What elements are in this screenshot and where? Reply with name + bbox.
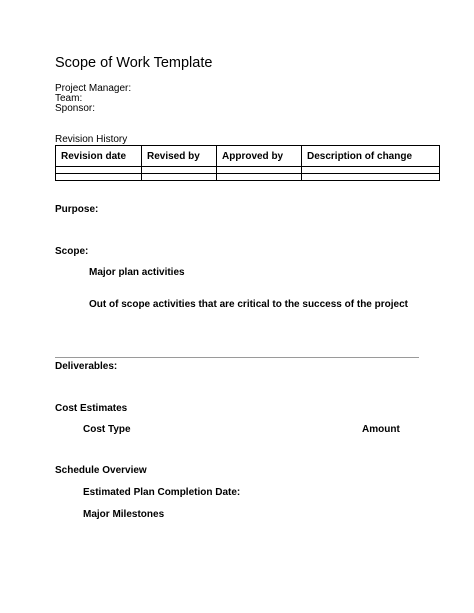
major-plan-activities-label: Major plan activities: [89, 267, 185, 278]
table-header-cell: Description of change: [302, 146, 440, 167]
major-milestones-label: Major Milestones: [83, 509, 165, 520]
cost-estimates-heading: Cost Estimates: [55, 403, 128, 414]
sponsor-label: Sponsor:: [55, 103, 96, 114]
table-cell[interactable]: [302, 167, 440, 174]
team-label: Team:: [55, 93, 83, 104]
table-cell[interactable]: [217, 167, 302, 174]
scope-label: Scope:: [55, 246, 89, 257]
purpose-label: Purpose:: [55, 204, 99, 215]
table-cell[interactable]: [56, 167, 142, 174]
section-divider: [55, 357, 419, 358]
cost-type-label: Cost Type: [83, 424, 131, 435]
completion-date-label: Estimated Plan Completion Date:: [83, 487, 241, 498]
table-header-cell: Approved by: [217, 146, 302, 167]
table-row: [56, 174, 440, 181]
schedule-overview-heading: Schedule Overview: [55, 465, 147, 476]
document-title: Scope of Work Template: [55, 55, 213, 71]
revision-history-caption: Revision History: [55, 134, 128, 145]
table-header-cell: Revision date: [56, 146, 142, 167]
table-cell[interactable]: [56, 174, 142, 181]
table-cell[interactable]: [142, 174, 217, 181]
amount-label: Amount: [362, 424, 400, 435]
table-cell[interactable]: [217, 174, 302, 181]
table-cell[interactable]: [302, 174, 440, 181]
table-header-row: [56, 146, 440, 167]
table-row: [56, 167, 440, 174]
out-of-scope-label: Out of scope activities that are critical to the success of the project: [89, 299, 408, 310]
revision-history-table: [55, 145, 440, 181]
table-header-cell: Revised by: [142, 146, 217, 167]
table-cell[interactable]: [142, 167, 217, 174]
deliverables-label: Deliverables:: [55, 361, 118, 372]
project-manager-label: Project Manager:: [55, 83, 132, 94]
